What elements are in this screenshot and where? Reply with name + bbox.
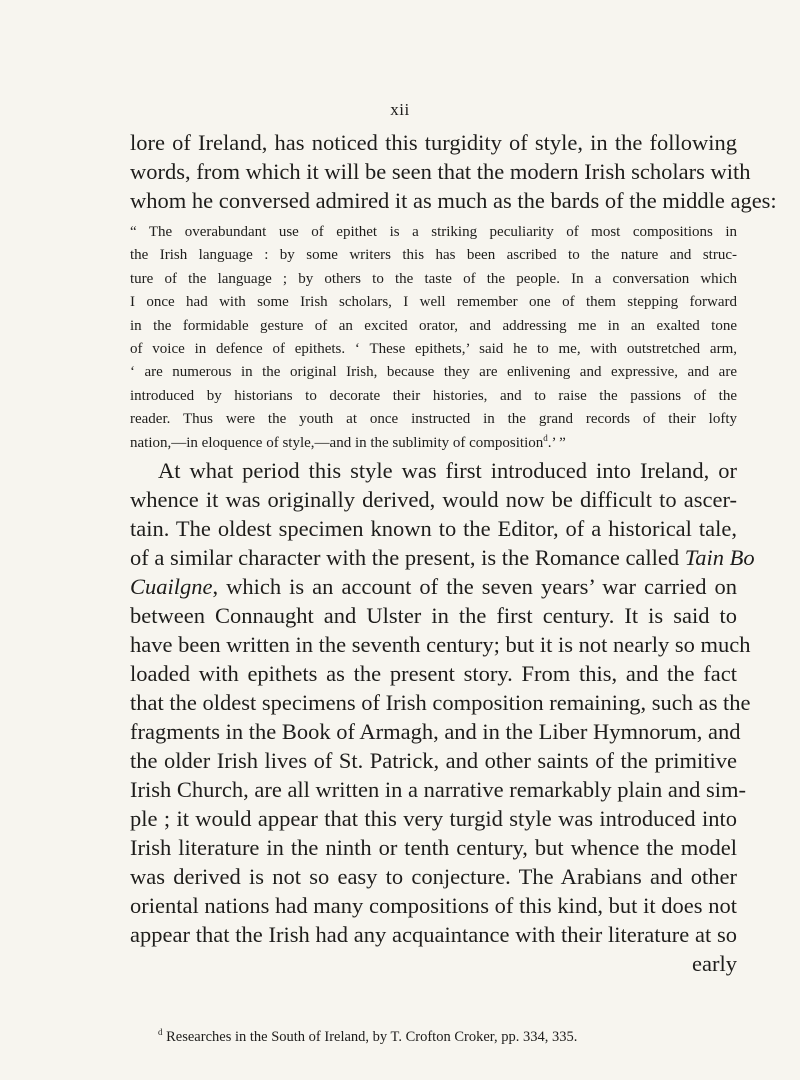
work-title: Cuailgne bbox=[130, 574, 213, 599]
block-quote bbox=[130, 221, 737, 455]
body-line: At what period this style was first introduced into Ireland, or bbox=[158, 458, 737, 483]
body-line-romance-title bbox=[130, 543, 755, 572]
body-line: ple ; it would appear that this very turgid style was introduced into bbox=[130, 806, 737, 831]
footnote-text: Researches in the South of Ireland, by T. Crofton Croker, pp. 334, 335. bbox=[162, 1029, 578, 1045]
footnote-line bbox=[158, 1027, 737, 1047]
body-line: the older Irish lives of St. Patrick, and other saints of the primitive bbox=[130, 748, 737, 773]
text-line: whom he conversed admired it as much as the bards of the middle ages: bbox=[130, 188, 777, 213]
quote-line: introduced by historians to decorate their histories, and to raise the passions of the bbox=[130, 387, 737, 404]
quote-last-line bbox=[130, 432, 737, 455]
work-title: Tain Bo bbox=[684, 545, 755, 570]
body-line: that the oldest specimens of Irish composition remaining, such as the bbox=[130, 690, 751, 715]
quote-line: reader. Thus were the youth at once instructed in the grand records of their lofty bbox=[130, 411, 737, 428]
text-line: lore of Ireland, has noticed this turgidity of style, in the following bbox=[130, 130, 737, 155]
body-line: oriental nations had many compositions of this kind, but it does not bbox=[130, 893, 737, 918]
quote-line: I once had with some Irish scholars, I well remember one of them stepping forward bbox=[130, 294, 737, 311]
body-line: tain. The oldest specimen known to the Editor, of a historical tale, bbox=[130, 516, 737, 541]
body-text: of a similar character with the present, is the Romance called bbox=[130, 545, 685, 570]
body-line: loaded with epithets as the present story. From this, and the fact bbox=[130, 661, 737, 686]
footnote-reference: d bbox=[543, 432, 548, 443]
body-line: whence it was originally derived, would now be difficult to ascer- bbox=[130, 487, 737, 512]
quote-line: “ The overabundant use of epithet is a striking peculiarity of most compositions in bbox=[130, 224, 737, 240]
quote-line: ‘ are numerous in the original Irish, because they are enlivening and expressive, and are bbox=[130, 364, 737, 381]
text-line: words, from which it will be seen that the modern Irish scholars with bbox=[130, 159, 751, 184]
quote-line: the Irish language : by some writers this has been ascribed to the nature and struc- bbox=[130, 247, 737, 264]
body-line: Irish literature in the ninth or tenth century, but whence the model bbox=[130, 835, 737, 860]
quote-line: of voice in defence of epithets. ‘ These epithets,’ said he to me, with outstretched arm, bbox=[130, 341, 737, 358]
body-line: was derived is not so easy to conjecture. The Arabians and other bbox=[130, 864, 737, 889]
catchword: early bbox=[692, 951, 737, 976]
body-line: Irish Church, are all written in a narrative remarkably plain and sim- bbox=[130, 777, 747, 802]
body-paragraph bbox=[130, 456, 755, 978]
body-line: fragments in the Book of Armagh, and in the Liber Hymnorum, and bbox=[130, 719, 741, 744]
quote-line-text: nation,—in eloquence of style,—and in the sublimity of composition bbox=[130, 434, 544, 451]
body-line: have been written in the seventh century; but it is not nearly so much bbox=[130, 632, 751, 657]
footnote bbox=[130, 1027, 737, 1047]
body-text: , which is an account of the seven years’ war carried on bbox=[212, 574, 737, 599]
intro-paragraph bbox=[130, 128, 777, 215]
body-line: between Connaught and Ulster in the first century. It is said to bbox=[130, 603, 737, 628]
quote-line: in the formidable gesture of an excited orator, and addressing me in an exalted tone bbox=[130, 317, 737, 334]
page-number: xii bbox=[390, 100, 410, 119]
quote-line: ture of the language ; by others to the taste of the people. In a conversation which bbox=[130, 270, 737, 287]
footnote-mark: d bbox=[158, 1027, 163, 1038]
body-line-romance-title-cont bbox=[130, 572, 737, 601]
body-line: appear that the Irish had any acquaintance with their literature at so bbox=[130, 922, 737, 947]
quote-close: .’ ” bbox=[547, 434, 566, 451]
